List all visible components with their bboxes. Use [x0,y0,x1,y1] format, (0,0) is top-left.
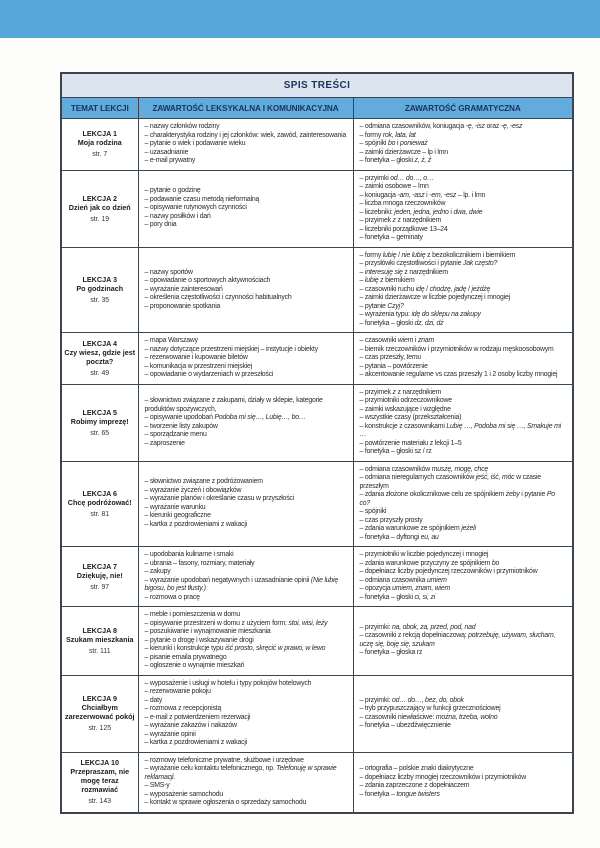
lesson-cell [61,547,138,607]
list-item: – spójniki [359,508,387,515]
list-item: – e-mail prywatny [144,157,196,164]
list-item: – formy rok, lata, lat [359,131,416,139]
list-item: – zdania warunkowe przyczyny ze spójnikiem bo [359,559,500,567]
list-item: – pytanie o godzinę [144,187,201,195]
lesson-cell [61,461,138,547]
lesson-page-number: str. 65 [90,429,110,437]
table-row [61,461,573,547]
list-item: – nazwy sportów [144,268,193,276]
list-item: – komunikacja w przestrzeni miejskiej [144,362,252,370]
list-item: – podawanie czasu metodą nieformalną [144,195,260,203]
list-item: – czas przeszły, temu [359,354,422,361]
list-item: – zaimki wskazujące i względne [359,405,451,413]
list-item: – kierunki geograficzne [144,512,211,520]
lesson-number: LEKCJA 5 [82,407,117,417]
list-item: – zakupy [144,568,171,575]
grammar-content-cell [353,247,573,333]
grammar-content-cell [353,461,573,547]
lexical-content-cell [138,333,353,385]
list-item: – tworzenie listy zakupów [144,422,218,430]
lexical-content-cell [138,752,353,813]
grammar-content-cell [353,675,573,752]
list-item: – liczebniki porządkowe 13–24 [359,225,448,233]
grammar-content-cell [353,607,573,676]
list-item: – wyrażanie upodobań negatywnych i uzasadnianie opinii (Nie lubię bigosu, bo jest tłusty.) [144,576,338,592]
table-row [61,752,573,813]
lesson-title: Przepraszam, nie mogę teraz rozmawiać [70,767,130,794]
table-row [61,170,573,247]
list-item: – wyrażenia typu: idę do sklepu na zakupy [359,311,481,318]
list-item: – rozmowa z recepcjonistą [144,705,222,712]
list-item: – pytanie Czyj? [359,302,404,310]
page-title: SPIS TREŚCI [61,73,573,98]
list-item: – zaimki osobowe – lmn [359,183,429,190]
list-item: – zaproszenie [144,439,185,447]
table-row [61,119,573,171]
table-row [61,333,573,385]
lesson-cell [61,607,138,676]
lexical-content-cell [138,607,353,676]
list-item: – opozycja umiem, znam, wiem [359,585,451,592]
list-item: – formy lubię / nie lubię z bezokolicznikiem i biernikiem [359,251,516,259]
list-item: – wyrażanie celu kontaktu telefonicznego, np. Telefonuję w sprawie reklamacji. [144,765,337,781]
list-item: – opisywanie przestrzeni w domu z użyciem form: stoi, wisi, leży [144,619,328,627]
lesson-page-number: str. 19 [90,215,110,223]
list-item: – koniugacja -am, -asz i -em, -esz – lp. i lmn [359,191,486,199]
list-item: – opisywanie upodobań Podoba mi się…, Lubię…, bo… [144,414,306,421]
list-item: – rezerwowanie i kupowanie biletów [144,354,248,361]
list-item: – rozmowa o pracę [144,593,200,601]
lesson-number: LEKCJA 1 [82,129,117,139]
lesson-number: LEKCJA 3 [82,274,117,284]
list-item: – przyimek z z narzędnikiem [359,217,442,224]
list-item: – nazwy członków rodziny [144,123,220,130]
list-item: – uzasadnianie [144,148,189,156]
list-item: – określenia częstotliwości i czynności habitualnych [144,294,292,301]
list-item: – charakterystyka rodziny i jej członków: wiek, zawód, zainteresowania [144,131,347,139]
lesson-number: LEKCJA 8 [82,625,117,635]
lesson-number: LEKCJA 4 [82,338,117,348]
list-item: – wyrażanie opinii [144,730,196,738]
list-item: – zaimki dzierżawcze w liczbie pojedynczej i mnogiej [359,294,510,301]
list-item: – spójniki bo i ponieważ [359,140,428,147]
lesson-title: Moja rodzina [77,138,122,148]
top-band-decoration [0,0,600,38]
list-item: – poszukiwanie i wynajmowanie mieszkania [144,628,271,635]
list-item: – pory dnia [144,221,177,229]
list-item: – liczebniki: jeden, jedna, jedno i dwa, dwie [359,208,483,216]
list-item: – kontakt w sprawie ogłoszenia o sprzedaży samochodu [144,799,307,806]
list-item: – powtórzenie materiału z lekcji 1–5 [359,439,462,447]
list-item: – pisanie emaila prywatnego [144,653,227,661]
list-item: – sporządzanie menu [144,431,207,438]
column-header-zawartosc-gramatyczna: ZAWARTOŚĆ GRAMATYCZNA [353,98,573,119]
list-item: – odmiana czasownika umiem [359,576,447,584]
grammar-content-cell [353,384,573,461]
list-item: – opisywanie rutynowych czynności [144,204,247,212]
list-item: – dopełniacz liczby mnogiej rzeczowników i przymiotników [359,773,527,781]
list-item: – przymiotniki odrzeczownikowe [359,397,452,404]
list-item: – zdania zaprzeczone z dopełniaczem [359,782,470,789]
list-item: – nazwy dotyczące przestrzeni miejskiej – instytucje i obiekty [144,345,318,353]
list-item: – pytania – powtórzenie [359,362,428,370]
list-item: – pytanie o wiek i podawanie wieku [144,140,246,147]
lesson-page-number: str. 35 [90,296,110,304]
list-item: – wyrażanie zainteresowań [144,285,223,293]
lesson-cell [61,675,138,752]
table-row [61,384,573,461]
list-item: – rozmowy telefoniczne prywatne, służbowe i urzędowe [144,756,304,764]
lexical-content-cell [138,119,353,171]
column-header-zawartosc-leksykalna: ZAWARTOŚĆ LEKSYKALNA I KOMUNIKACYJNA [138,98,353,119]
list-item: – fonetyka – tongue twisters [359,790,440,798]
lesson-title: Robimy imprezę! [70,416,129,426]
lesson-number: LEKCJA 9 [82,694,117,703]
list-item: – przyimki: od… do…, bez, do, obok [359,696,464,704]
list-item: – dopełniacz liczby pojedynczej rzeczowników i przymiotników [359,568,538,575]
list-item: – ubrania – fasony, rozmiary, materiały [144,559,255,567]
list-item: – czasowniki wiem i znam [359,337,434,344]
list-item: – wyposażenie samochodu [144,790,224,798]
table-row [61,675,573,752]
lesson-cell [61,247,138,333]
toc-table [60,72,574,814]
lesson-number: LEKCJA 2 [82,193,117,203]
list-item: – fonetyka – głoski z, ż, ź [359,157,432,164]
list-item: – odmiana czasowników, koniugacja -ę, -isz oraz -ę, -esz [359,123,523,130]
grammar-content-cell [353,119,573,171]
list-item: – nazwy posiłków i dań [144,212,211,220]
table-row [61,547,573,607]
table-row [61,247,573,333]
list-item: – fonetyka – głoski dz, dzi, dż [359,319,444,327]
list-item: – przyimki: na, obok, za, przed, pod, nad [359,623,476,631]
lesson-number: LEKCJA 7 [82,561,117,571]
list-item: – ortografia – polskie znaki diakrytyczne [359,765,474,772]
list-item: – tryb przypuszczający w funkcji grzecznościowej [359,705,501,712]
lesson-cell [61,752,138,813]
list-item: – liczba mnoga rzeczowników [359,200,446,207]
lesson-page-number: str. 143 [88,798,112,805]
list-item: – rezerwowanie pokoju [144,688,211,695]
lesson-cell [61,119,138,171]
list-item: – biernik rzeczowników i przymiotników w rodzaju męskoosobowym [359,345,554,353]
list-item: – czas przyszły prosty [359,516,423,524]
list-item: – zdania złożone okolicznikowe celu ze spójnikiem żeby i pytanie Po co? [359,491,555,507]
title-row [61,73,573,98]
lexical-content-cell [138,384,353,461]
list-item: – wyrażanie warunku [144,503,206,511]
list-item: – opowiadanie o sportowych aktywnościach [144,277,271,284]
lexical-content-cell [138,461,353,547]
list-item: – wyrażanie zakazów i nakazów [144,722,237,729]
list-item: – fonetyka – głoski ci, si, zi [359,593,436,601]
list-item: – mapa Warszawy [144,337,198,344]
lesson-number: LEKCJA 6 [82,488,117,498]
list-item: – przymiotniki w liczbie pojedynczej i mnogiej [359,551,489,558]
list-item: – czasowniki z rekcją dopełniaczową: potrzebuję, używam, słucham, uczę się, boję się, szukam [359,632,556,648]
list-item: – kartka z pozdrowieniami z wakacji [144,739,248,746]
list-item: – interesuję się z narzędnikiem [359,268,448,276]
list-item: – SMS-y [144,782,170,789]
grammar-content-cell [353,333,573,385]
lexical-content-cell [138,247,353,333]
list-item: – fonetyka – dyftongi eu, au [359,533,439,541]
list-item: – odmiana nieregularnych czasowników jeść, iść, móc w czasie przeszłym [359,474,541,490]
list-item: – meble i pomieszczenia w domu [144,611,241,618]
lesson-page-number: str. 81 [90,510,110,518]
list-item: – wszystkie czasy (przekształcenia) [359,414,462,421]
lesson-page-number: str. 97 [90,583,110,591]
lesson-title: Po godzinach [76,283,124,293]
list-item: – fonetyka – głoska rz [359,649,423,657]
list-item: – opowiadanie o wydarzeniach w przeszłości [144,371,274,378]
list-item: – ogłoszenie o wynajmie mieszkań [144,662,245,669]
list-item: – odmiana czasowników muszę, mogę, chcę [359,465,489,473]
list-item: – fonetyka – geminaty [359,234,423,241]
list-item: – kartka z pozdrowieniami z wakacji [144,520,248,528]
lesson-title: Chciałbym zarezerwować pokój [64,703,135,721]
list-item: – upodobania kulinarne i smaki [144,551,234,558]
list-item: – fonetyka – głoski sz / rz [359,448,432,455]
list-item: – przysłówki częstotliwości i pytanie Jak często? [359,260,498,267]
list-item: – e-mail z potwierdzeniem rezerwacji [144,713,251,721]
list-item: – słownictwo związane z zakupami, działy w sklepie, kategorie produktów spożywczych, [144,397,323,413]
lesson-title: Szukam mieszkania [65,634,134,644]
list-item: – zdania warunkowe ze spójnikiem jeżeli [359,525,476,532]
grammar-content-cell [353,170,573,247]
lexical-content-cell [138,675,353,752]
lexical-content-cell [138,170,353,247]
grammar-content-cell [353,547,573,607]
list-item: – proponowanie spotkania [144,302,221,310]
lesson-page-number: str. 7 [92,151,108,159]
grammar-content-cell [353,752,573,813]
lesson-cell [61,170,138,247]
list-item: – słownictwo związane z podróżowaniem [144,478,263,486]
list-item: – akcentowanie regularne vs czas przeszły 1 i 2 osoby liczby mnogiej [359,371,558,378]
list-item: – wyposażenie i usługi w hotelu i typy pokojów hotelowych [144,679,312,687]
list-item: – konstrukcje z czasownikami Lubię …, Podoba mi się …, Smakuje mi … [359,422,561,438]
lesson-title: Chcę podróżować! [67,497,132,507]
column-header-row [61,98,573,119]
lesson-number: LEKCJA 10 [80,758,119,767]
lesson-page-number: str. 125 [88,725,112,732]
list-item: – pytanie o drogę i wskazywanie drogi [144,636,254,644]
list-item: – wyrażanie życzeń i obowiązków [144,486,242,494]
list-item: – zaimki dzierżawcze – lp i lmn [359,148,448,156]
lesson-page-number: str. 111 [88,647,111,655]
lesson-cell [61,333,138,385]
list-item: – czasowniki ruchu idę / chodzę, jadę / jeżdżę [359,285,491,293]
column-header-temat-lekcji: TEMAT LEKCJI [61,98,138,119]
list-item: – czasowniki niewłaściwe: można, trzeba, wolno [359,713,498,721]
list-item: – wyrażanie planów i określanie czasu w przyszłości [144,495,295,503]
lesson-cell [61,384,138,461]
lesson-title: Dzień jak co dzień [68,202,131,212]
lexical-content-cell [138,547,353,607]
list-item: – przyimki od… do…, o… [359,174,434,182]
lesson-title: Dziękuję, nie! [76,570,123,580]
list-item: – daty [144,696,163,704]
table-row [61,607,573,676]
lesson-page-number: str. 49 [90,369,110,377]
list-item: – fonetyka – ubezdźwięcznienie [359,722,451,729]
list-item: – lubię z biernikiem [359,277,415,284]
list-item: – przyimek z z narzędnikiem [359,388,442,396]
list-item: – kierunki i konstrukcje typu iść prosto, skręcić w prawo, w lewo [144,645,326,652]
lesson-title: Czy wiesz, gdzie jest poczta? [64,347,136,366]
